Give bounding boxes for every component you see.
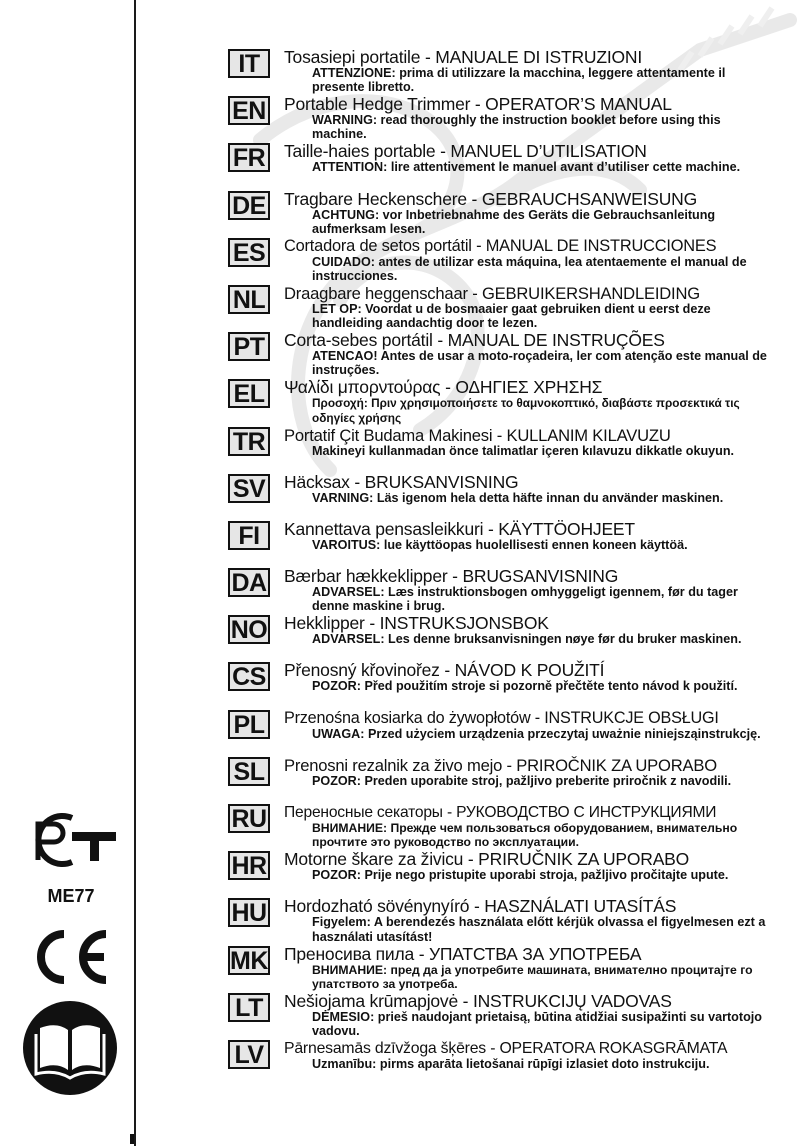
model-number: ME77 <box>47 886 95 906</box>
manual-title: Cortadora de setos portátil - MANUAL DE INSTRUCCIONES <box>284 236 717 255</box>
warning-text: UWAGA: Przed użyciem urządzenia przeczytaj uważnie niniejsząinstrukcję. <box>312 726 761 741</box>
manual-title: Přenosný křovinořez - NÁVOD K POUŽITÍ <box>284 660 605 681</box>
manual-title: Преносива пила - УПАТСТВА ЗА УПОТРЕБА <box>284 943 642 964</box>
language-entry-sv <box>228 473 808 520</box>
manual-title: Переносные секаторы - РУКОВОДСТВО С ИНСТРУКЦИЯМИ <box>284 804 717 821</box>
warning-text: POZOR: Preden uporabite stroj, pažljivo preberite priročnik z navodili. <box>312 773 732 788</box>
margin-rule <box>134 0 136 1146</box>
manual-title: Bærbar hækkeklipper - BRUGSANVISNING <box>284 566 619 587</box>
warning-text: VARNING: Läs igenom hela detta häfte innan du använder maskinen. <box>312 490 724 505</box>
language-code-badge: NO <box>228 615 270 644</box>
manual-title: Nešiojama krūmapjovė - INSTRUKCIJŲ VADOVAS <box>284 990 672 1011</box>
warning-text: LET OP: Voordat u de bosmaaier gaat gebruiken dient u eerst deze handleiding aandachtig door te lezen. <box>312 301 711 331</box>
language-code-badge: PL <box>228 710 270 739</box>
language-code-badge: FI <box>228 521 270 550</box>
warning-text: WARNING: read thoroughly the instruction booklet before using this machine. <box>312 113 721 142</box>
manual-title: Motorne škare za živicu - PRIRUČNIK ZA UPORABO <box>284 849 690 870</box>
manual-title: Pārnesamās dzīvžoga šķēres - OPERATORA ROKASGRĀMATA <box>284 1039 728 1057</box>
language-entry-no <box>228 614 808 661</box>
warning-text: Figyelem: A berendezés használata előtt kérjük olvassa el figyelmesen ezt a használati utasítást! <box>312 915 766 944</box>
language-entry-ru <box>228 803 808 850</box>
manual-title: Przenośna kosiarka do żywopłotów - INSTRUKCJE OBSŁUGI <box>284 708 719 727</box>
manual-title: Tosasiepi portatile - MANUALE DI ISTRUZIONI <box>284 47 643 67</box>
language-list <box>228 48 808 1086</box>
warning-text: ATENCAO! Antes de usar a moto-roçadeira, ler com atenção este manual de instruções. <box>312 349 767 378</box>
language-entry-es <box>228 237 808 284</box>
warning-text: ВНИМАНИЕ: пред да ја употребите машината, внимателно процитајте го упатството за употреба. <box>312 962 753 991</box>
language-entry-en <box>228 95 808 142</box>
language-code-badge: LT <box>228 993 270 1022</box>
manual-title: Hordozható sövénynyíró - HASZNÁLATI UTASÍTÁS <box>284 896 677 917</box>
language-code-badge: DA <box>228 568 270 597</box>
warning-text: CUIDADO: antes de utilizar esta máquina, lea atentaemente el manual de instrucciones. <box>312 254 747 284</box>
warning-text: ВНИМАНИЕ: Прежде чем пользоваться оборудованием, внимательно прочтите это руководство по эксплуатации. <box>312 821 738 850</box>
warning-text: ATTENZIONE: prima di utilizzare la macchina, leggere attentamente il presente libretto. <box>312 66 726 95</box>
language-code-badge: ES <box>228 238 270 267</box>
language-code-badge: HU <box>228 898 270 927</box>
language-code-badge: RU <box>228 804 270 833</box>
language-entry-lv <box>228 1039 808 1086</box>
language-code-badge: LV <box>228 1040 270 1069</box>
language-code-badge: NL <box>228 285 270 314</box>
language-code-badge: HR <box>228 851 270 880</box>
warning-text: POZOR: Před použitím stroje si pozorně přečtěte tento návod k použití. <box>312 679 738 694</box>
warning-text: DĖMESIO: prieš naudojant prietaisą, būtina atidžiai susipažinti su vartotojo vadovu. <box>312 1009 762 1039</box>
language-code-badge: PT <box>228 332 270 361</box>
language-code-badge: MK <box>228 946 270 975</box>
language-entry-mk <box>228 945 808 992</box>
manual-title: Tragbare Heckenschere - GEBRAUCHSANWEISUNG <box>284 188 698 209</box>
language-entry-sl <box>228 756 808 803</box>
manual-title: Hekklipper - INSTRUKSJONSBOK <box>284 613 549 634</box>
language-code-badge: TR <box>228 427 270 456</box>
ce-mark-icon <box>26 926 112 988</box>
warning-text: ATTENTION: lire attentivement le manuel avant d’utiliser cette machine. <box>312 160 741 175</box>
manual-title: Häcksax - BRUKSANVISNING <box>284 471 519 492</box>
manual-title: Draagbare heggenschaar - GEBRUIKERSHANDLEIDING <box>284 283 700 303</box>
language-entry-lt <box>228 992 808 1039</box>
manual-title: Corta-sebes portátil - MANUAL DE INSTRUÇÕES <box>284 330 665 351</box>
manual-title: Prenosni rezalnik za živo mejo - PRIROČNIK ZA UPORABO <box>284 755 717 775</box>
language-entry-da <box>228 567 808 614</box>
manual-title: Portatif Çit Budama Makinesi - KULLANIM KILAVUZU <box>284 425 671 445</box>
language-entry-de <box>228 190 808 237</box>
manual-title: Ψαλίδι μπορντούρας - ΟΔΗΓΙΕΣ ΧΡΗΣΗΣ <box>284 377 603 398</box>
gost-pct-certification-icon <box>28 810 118 870</box>
language-entry-el <box>228 378 808 425</box>
language-entry-it <box>228 48 808 95</box>
language-entry-pl <box>228 709 808 756</box>
language-entry-cs <box>228 661 808 708</box>
language-code-badge: IT <box>228 49 270 78</box>
language-code-badge: SV <box>228 474 270 503</box>
warning-text: Makineyi kullanmadan önce talimatlar içeren kılavuzu dikkatle okuyun. <box>312 443 735 458</box>
language-code-badge: SL <box>228 757 270 786</box>
warning-text: ACHTUNG: vor Inbetriebnahme des Geräts die Gebrauchsanleitung aufmerksam lesen. <box>312 207 716 236</box>
read-manual-book-icon <box>22 1000 118 1096</box>
language-entry-fi <box>228 520 808 567</box>
language-code-badge: EN <box>228 96 270 125</box>
certification-marks <box>0 0 134 1146</box>
manual-title: Portable Hedge Trimmer - OPERATOR’S MANUAL <box>284 94 672 115</box>
language-entry-fr <box>228 142 808 189</box>
language-entry-hu <box>228 897 808 944</box>
warning-text: VAROITUS: lue käyttöopas huolellisesti ennen koneen käyttöä. <box>312 537 688 552</box>
page-edge-mark <box>130 1134 134 1144</box>
language-code-badge: FR <box>228 143 270 172</box>
language-entry-tr <box>228 426 808 473</box>
warning-text: ADVARSEL: Læs instruktionsbogen omhyggeligt igennem, før du tager denne maskine i brug. <box>312 585 738 614</box>
warning-text: ADVARSEL: Les denne bruksanvisningen nøye før du bruker maskinen. <box>312 632 742 647</box>
manual-title: Taille-haies portable - MANUEL D’UTILISATION <box>284 141 647 162</box>
language-code-badge: CS <box>228 662 270 691</box>
warning-text: Προσοχή: Πριν χρησιμοποιήσετε το θαμνοκοπτικό, διαβάστε προσεκτικά τις οδηγίες χρήσης <box>312 396 740 425</box>
language-entry-pt <box>228 331 808 378</box>
language-code-badge: DE <box>228 191 270 220</box>
language-entry-nl <box>228 284 808 331</box>
language-code-badge: EL <box>228 379 270 408</box>
warning-text: Uzmanību: pirms aparāta lietošanai rūpīgi izlasiet doto instrukciju. <box>312 1056 710 1071</box>
language-entry-hr <box>228 850 808 897</box>
manual-title: Kannettava pensasleikkuri - KÄYTTÖOHJEET <box>284 518 635 539</box>
warning-text: POZOR: Prije nego pristupite uporabi stroja, pažljivo pročitajte upute. <box>312 868 729 883</box>
